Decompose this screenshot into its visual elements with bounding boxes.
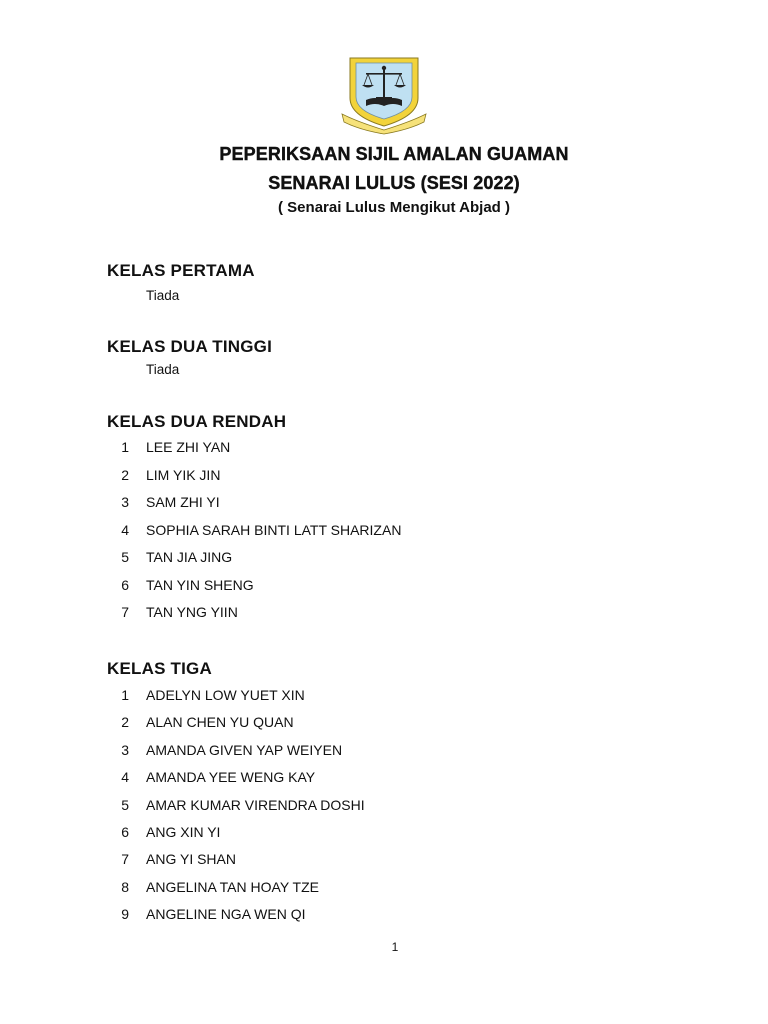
section-heading-kelas-dua-tinggi: KELAS DUA TINGGI [107, 337, 273, 356]
list-item-name: ANGELINA TAN HOAY TZE [146, 879, 319, 895]
list-item-number: 5 [121, 797, 129, 813]
list-item-number: 4 [121, 769, 129, 785]
list-item-name: TAN YNG YIIN [146, 604, 238, 620]
list-item-number: 6 [121, 824, 129, 840]
list-item-number: 7 [121, 851, 129, 867]
list-item-number: 3 [121, 494, 129, 510]
list-item-number: 8 [121, 879, 129, 895]
list-item-name: AMAR KUMAR VIRENDRA DOSHI [146, 797, 365, 813]
list-item-number: 5 [121, 549, 129, 565]
list-item-number: 4 [121, 522, 129, 538]
list-item-name: ANG XIN YI [146, 824, 221, 840]
document-subtitle-order: ( Senarai Lulus Mengikut Abjad ) [278, 199, 510, 216]
list-item-name: TAN YIN SHENG [146, 577, 254, 593]
list-item-name: ADELYN LOW YUET XIN [146, 687, 305, 703]
list-item-number: 7 [121, 604, 129, 620]
list-item-name: AMANDA YEE WENG KAY [146, 769, 316, 785]
list-item-number: 6 [121, 577, 129, 593]
list-item-name: SAM ZHI YI [146, 494, 220, 510]
list-item-name: ANG YI SHAN [146, 851, 236, 867]
list-item-number: 1 [121, 439, 129, 455]
list-item-number: 2 [121, 714, 129, 730]
document-subtitle-session: SENARAI LULUS (SESI 2022) [268, 173, 520, 193]
document-title: PEPERIKSAAN SIJIL AMALAN GUAMAN [219, 144, 569, 164]
section-heading-kelas-dua-rendah: KELAS DUA RENDAH [107, 412, 287, 431]
section-note-kelas-pertama: Tiada [146, 288, 180, 303]
list-item-name: TAN JIA JING [146, 549, 233, 565]
page-number: 1 [391, 940, 399, 954]
list-item-name: LIM YIK JIN [146, 467, 221, 483]
list-item-number: 2 [121, 467, 129, 483]
list-item-number: 1 [121, 687, 129, 703]
section-heading-kelas-tiga: KELAS TIGA [107, 659, 212, 678]
list-item-number: 3 [121, 742, 129, 758]
list-item-name: ANGELINE NGA WEN QI [146, 906, 306, 922]
list-item-name: ALAN CHEN YU QUAN [146, 714, 294, 730]
list-item-name: SOPHIA SARAH BINTI LATT SHARIZAN [146, 522, 402, 538]
list-item-name: AMANDA GIVEN YAP WEIYEN [146, 742, 343, 758]
scales-of-justice-crest-icon [338, 54, 430, 136]
section-note-kelas-dua-tinggi: Tiada [146, 362, 180, 377]
section-heading-kelas-pertama: KELAS PERTAMA [107, 261, 255, 280]
list-item-name: LEE ZHI YAN [146, 439, 231, 455]
list-item-number: 9 [121, 906, 129, 922]
